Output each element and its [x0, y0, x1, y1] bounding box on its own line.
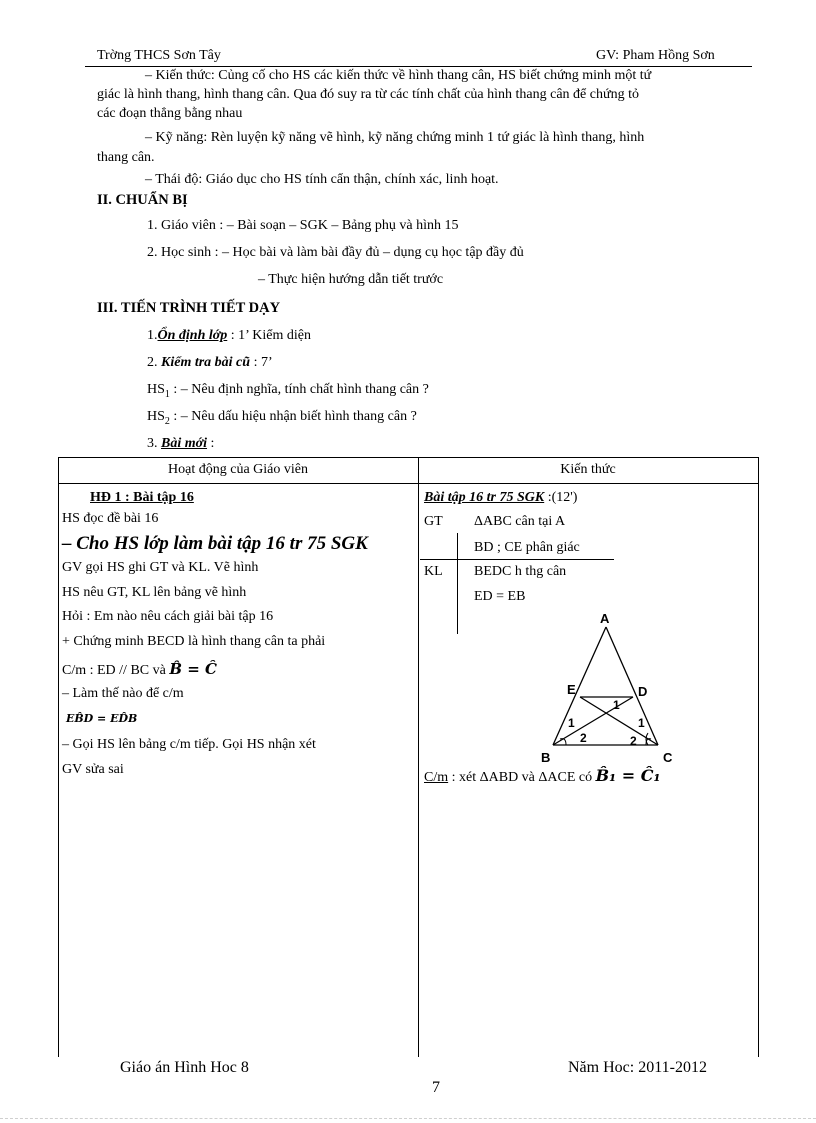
page-number: 7: [432, 1079, 440, 1096]
teacher-name: GV: Pham Hồng Sơn: [596, 48, 715, 63]
step-1-label: Ổn định lớp: [157, 328, 228, 343]
gt-kl-vertical: [457, 533, 458, 634]
hs2-text: : – Nêu dấu hiệu nhận biết hình thang cân ?: [169, 409, 417, 424]
left-line-10: – Gọi HS lên bảng c/m tiếp. Gọi HS nhận xét: [62, 737, 316, 752]
left-line-9: EB̂D = ED̂B: [66, 712, 138, 725]
left-line-8: – Làm thế nào để c/m: [62, 686, 184, 701]
side-ac: [606, 627, 658, 745]
proof-line: [424, 766, 660, 786]
proof-math: B̂₁ = Ĉ₁: [595, 766, 661, 785]
section-preparation-title: II. CHUẨN BỊ: [97, 192, 188, 208]
table-top-border: [58, 457, 759, 458]
page-edge: [0, 1118, 816, 1119]
hs1-text: : – Nêu định nghĩa, tính chất hình thang cân ?: [169, 382, 429, 397]
step-2-prefix: 2.: [147, 355, 161, 370]
step-1-prefix: 1.: [147, 328, 158, 343]
exercise-title: [424, 490, 577, 506]
gt-line-2: BD ; CE phân giác: [474, 540, 580, 555]
hs1-question: [147, 382, 429, 400]
skill-line-1: – Kỹ năng: Rèn luyện kỹ năng vẽ hình, kỹ năng chứng minh 1 tứ giác là hình thang, hình: [145, 130, 645, 145]
step-1-rest: : 1’ Kiểm diện: [227, 328, 311, 343]
left-line-7-text: C/m : ED // BC và: [62, 663, 170, 678]
step-2-label: Kiểm tra bài cũ: [161, 355, 251, 370]
skill-line-2: thang cân.: [97, 150, 155, 165]
knowledge-line-2: giác là hình thang, hình thang cân. Qua đó suy ra từ các tính chất của hình thang cân để chứng tỏ: [97, 87, 639, 102]
table-middle-border: [418, 457, 419, 1057]
proof-rest: : xét ΔABD và ΔACE có: [448, 770, 596, 785]
step-3-rest: :: [207, 436, 215, 451]
prep-student: 2. Học sinh : – Học bài và làm bài đầy đủ – dụng cụ học tập đầy đủ: [147, 245, 524, 260]
step-3: [147, 436, 214, 452]
kl-label: KL: [424, 564, 443, 579]
table-left-border: [58, 457, 59, 1057]
hs1-sub: 1: [164, 388, 170, 400]
side-ab: [553, 627, 606, 745]
header-rule: [85, 66, 752, 67]
step-1: [147, 328, 311, 344]
step-3-label: Bài mới: [161, 436, 208, 451]
hs1-label: HS: [147, 382, 165, 397]
label-b: B: [541, 750, 551, 765]
gt-label: GT: [424, 514, 443, 529]
label-1-top: 1: [613, 698, 620, 712]
knowledge-line-3: các đoạn thẳng bằng nhau: [97, 106, 243, 121]
label-c: C: [663, 750, 673, 765]
label-1-right: 1: [638, 716, 645, 730]
bisector-bd: [553, 697, 633, 745]
col-header-knowledge: Kiến thức: [560, 462, 616, 477]
left-line-6: + Chứng minh BECD là hình thang cân ta phải: [62, 634, 326, 649]
label-a: A: [600, 611, 610, 626]
prep-student-2: – Thực hiện hướng dẫn tiết trước: [258, 272, 444, 287]
label-e: E: [567, 682, 576, 697]
table-header-border: [58, 483, 759, 484]
knowledge-line-1: – Kiến thức: Củng cố cho HS các kiến thức về hình thang cân, HS biết chứng minh một tứ: [145, 68, 652, 83]
label-1-left: 1: [568, 716, 575, 730]
school-name: Trờng THCS Sơn Tây: [97, 48, 221, 63]
label-2-left: 2: [580, 731, 587, 745]
left-line-5: Hỏi : Em nào nêu cách giải bài tập 16: [62, 609, 274, 624]
left-line-2: – Cho HS lớp làm bài tập 16 tr 75 SGK: [62, 533, 368, 554]
left-line-11: GV sửa sai: [62, 762, 124, 777]
table-right-border: [758, 457, 759, 1057]
left-line-1: HS đọc đề bài 16: [62, 511, 159, 526]
hd1-title: HĐ 1 : Bài tập 16: [90, 490, 194, 505]
hs2-question: [147, 409, 417, 427]
gt-kl-divider: [420, 559, 614, 560]
left-line-4: HS nêu GT, KL lên bảng vẽ hình: [62, 585, 247, 600]
footer-right: Năm Hoc: 2011-2012: [568, 1059, 707, 1076]
attitude-line: – Thái độ: Giáo dục cho HS tính cẩn thận, chính xác, linh hoạt.: [145, 172, 499, 187]
footer-left: Giáo án Hình Hoc 8: [120, 1059, 249, 1076]
hs2-label: HS: [147, 409, 165, 424]
kl-line-2: ED = EB: [474, 589, 526, 604]
exercise-title-label: Bài tập 16 tr 75 SGK: [424, 490, 545, 505]
label-d: D: [638, 684, 648, 699]
section-process-title: III. TIẾN TRÌNH TIẾT DẠY: [97, 300, 281, 316]
kl-line-1: BEDC h thg cân: [474, 564, 567, 579]
label-2-right: 2: [630, 734, 637, 748]
step-2-rest: : 7’: [250, 355, 273, 370]
step-3-prefix: 3.: [147, 436, 161, 451]
proof-label: C/m: [424, 770, 449, 785]
exercise-title-rest: :(12'): [544, 490, 578, 505]
gt-line-1: ΔABC cân tại A: [474, 514, 566, 529]
step-2: [147, 355, 273, 371]
triangle-figure: [520, 605, 690, 765]
angle-b-equals-c: B̂ = Ĉ: [169, 660, 217, 678]
left-line-3: GV gọi HS ghi GT và KL. Vẽ hình: [62, 560, 259, 575]
hs2-sub: 2: [164, 415, 170, 427]
left-line-7: [62, 660, 217, 679]
prep-teacher: 1. Giáo viên : – Bài soạn – SGK – Bảng phụ và hình 15: [147, 218, 459, 233]
col-header-teacher: Hoạt động của Giáo viên: [168, 462, 308, 477]
